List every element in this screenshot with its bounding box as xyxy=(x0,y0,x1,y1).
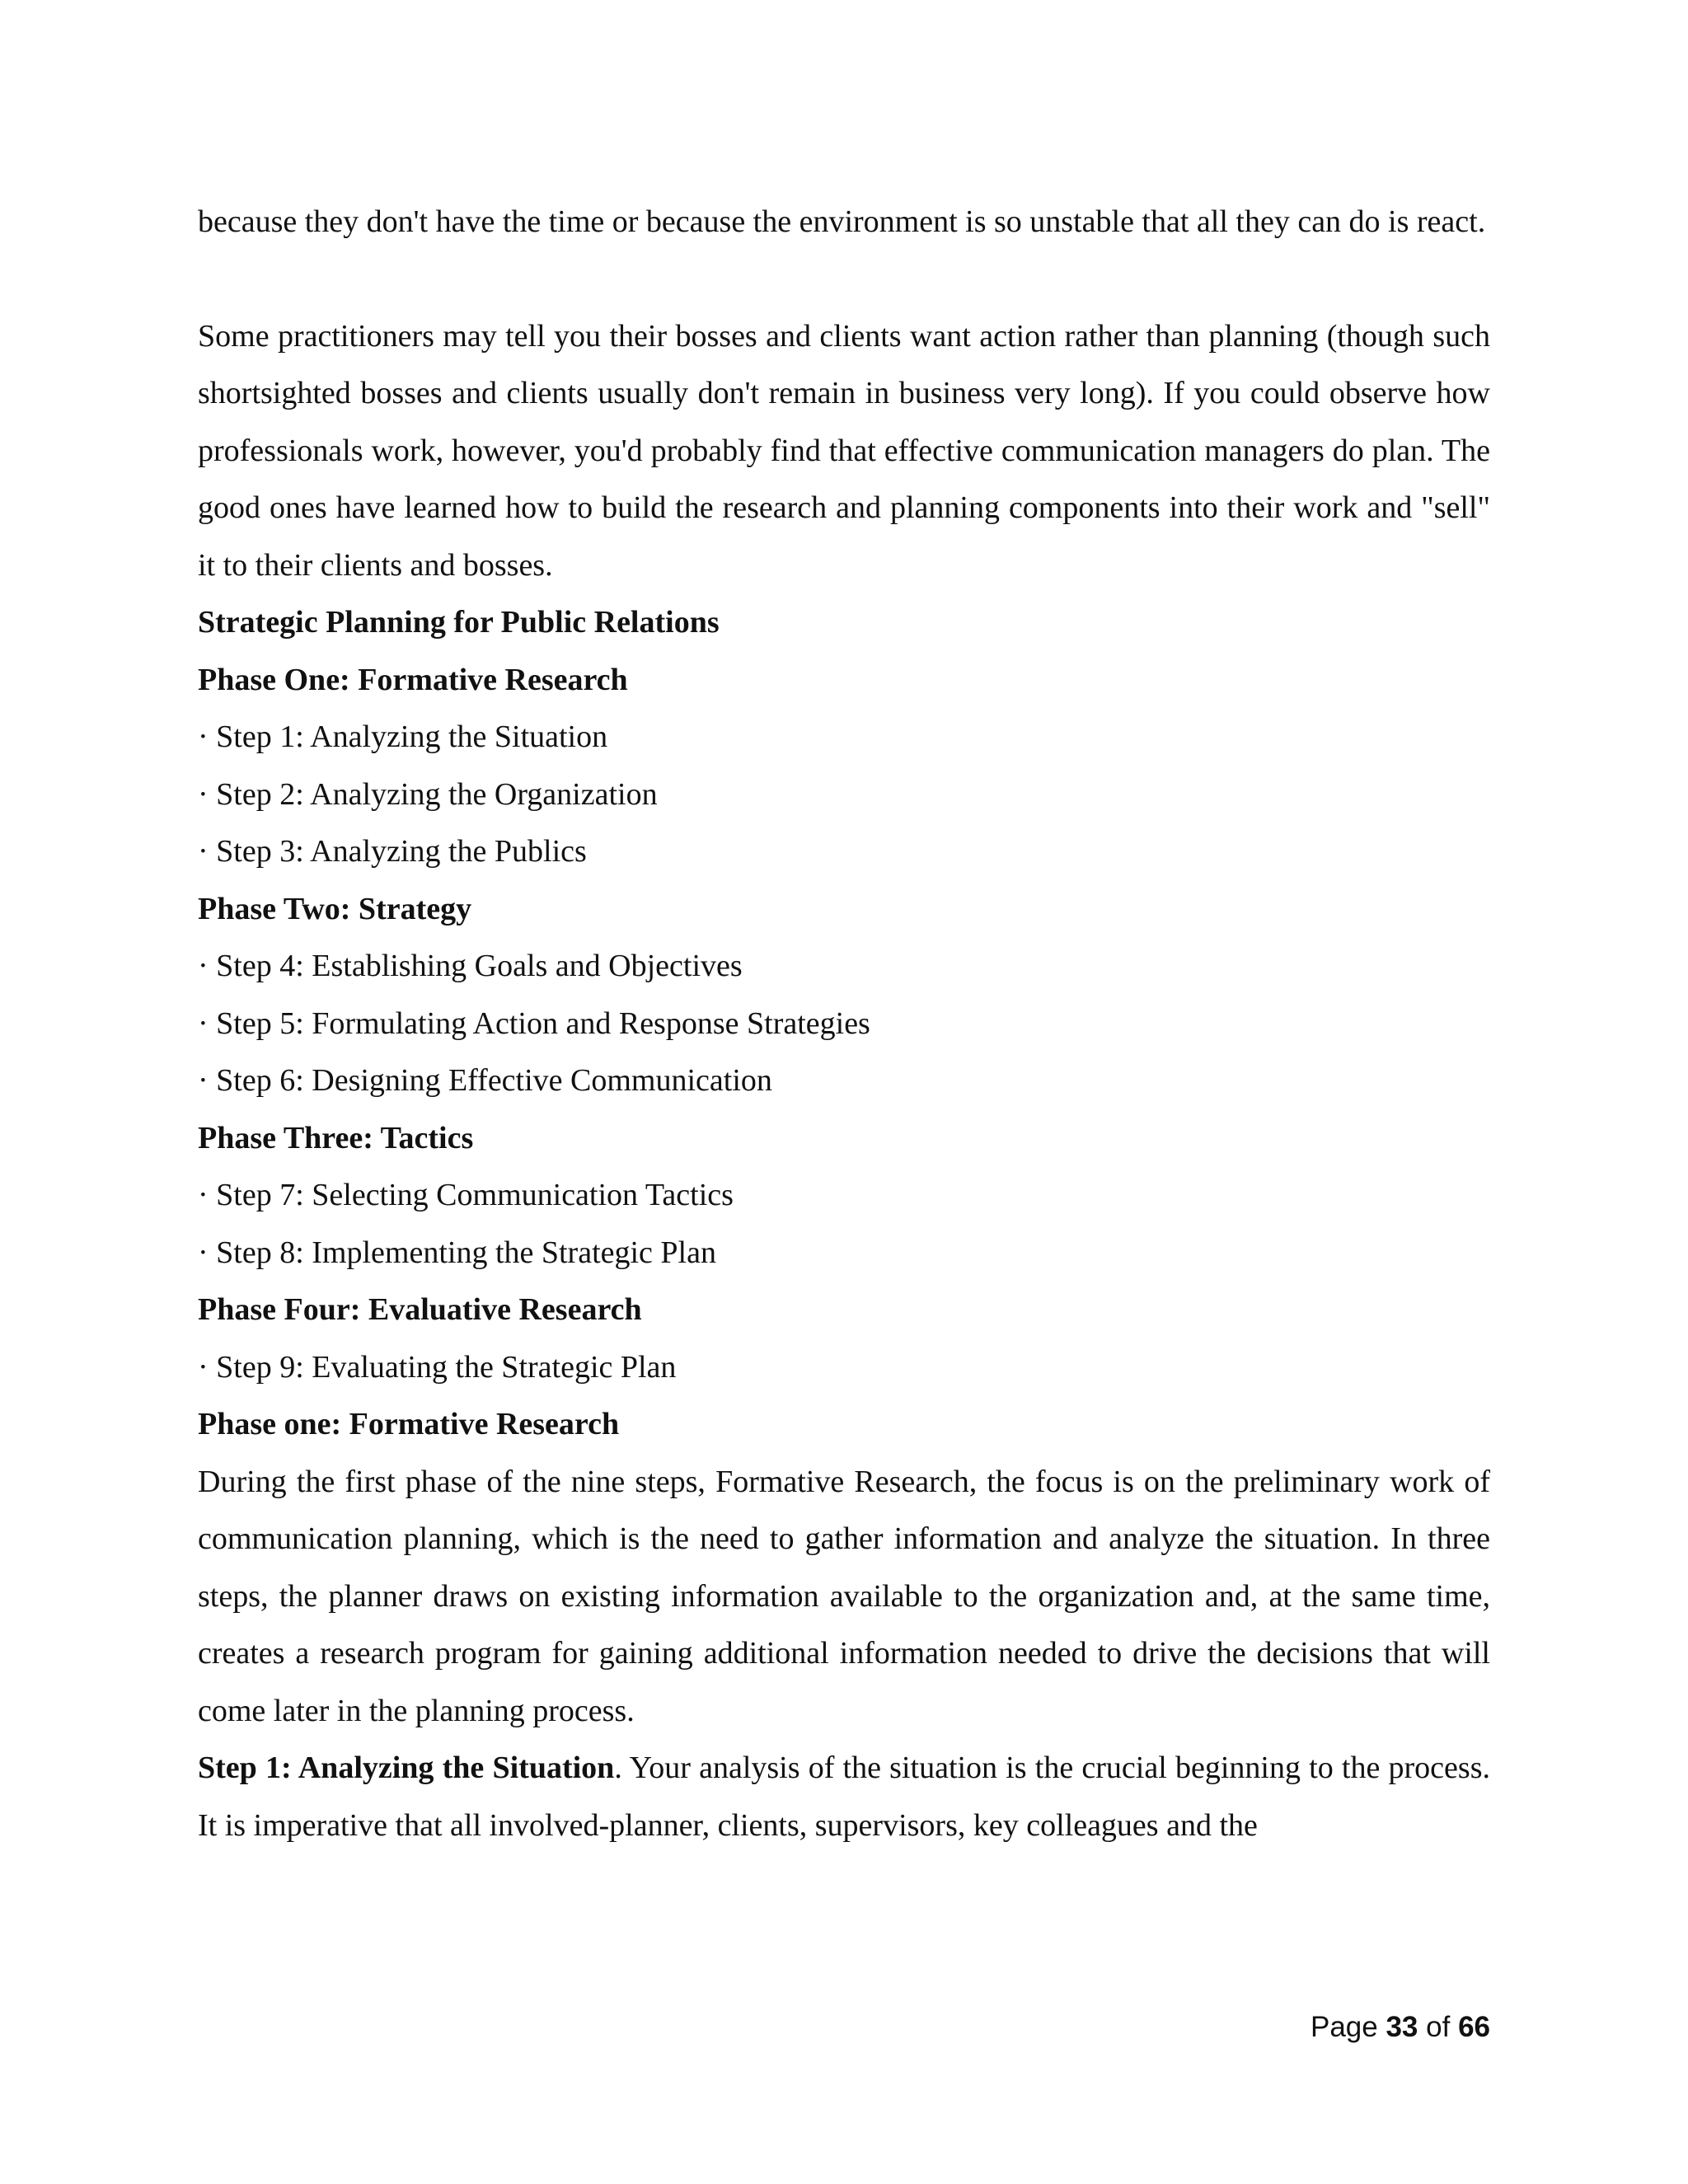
phase-one-intro-paragraph: During the first phase of the nine steps, Formative Research, the focus is on the preliminary work of communication planning, which is the need to gather information and analyze the situation. In three steps, the planner draws on existing information available to the organization and, at the same time, creates a research program for gaining additional information needed to drive the decisions that will come later in the planning process. xyxy=(198,1464,1490,1728)
step-7-item: · Step 7: Selecting Communication Tactics xyxy=(198,1178,734,1212)
section-heading: Phase one: Formative Research xyxy=(198,1407,620,1441)
paragraph-spacer xyxy=(198,251,1490,308)
phase-three-heading: Phase Three: Tactics xyxy=(198,1120,474,1155)
page-word: Page xyxy=(1310,2011,1378,2043)
step-1-item: · Step 1: Analyzing the Situation xyxy=(198,719,608,754)
step-4-item: · Step 4: Establishing Goals and Objectives xyxy=(198,949,743,983)
document-body xyxy=(198,194,1490,1854)
page-number: 33 xyxy=(1386,2011,1418,2043)
step-6-item: · Step 6: Designing Effective Communication xyxy=(198,1063,772,1098)
of-word: of xyxy=(1426,2011,1451,2043)
step-9-item: · Step 9: Evaluating the Strategic Plan xyxy=(198,1349,677,1385)
page-footer xyxy=(1311,2011,1490,2044)
step-8-item: · Step 8: Implementing the Strategic Plan xyxy=(198,1235,716,1270)
step-one-label: Step 1: Analyzing the Situation xyxy=(198,1750,615,1785)
step-5-item: · Step 5: Formulating Action and Response Strategies xyxy=(198,1005,870,1041)
phase-four-heading: Phase Four: Evaluative Research xyxy=(198,1292,642,1327)
step-one-text: . Your analysis of the situation is the crucial beginning to the process. It is imperative that all involved-planner, clients, supervisors, key colleagues and the xyxy=(198,1750,1490,1843)
step-one-paragraph xyxy=(198,1740,1490,1854)
step-2-item: · Step 2: Analyzing the Organization xyxy=(198,776,658,812)
phase-one-heading: Phase One: Formative Research xyxy=(198,662,628,697)
total-pages: 66 xyxy=(1458,2011,1490,2043)
practitioners-paragraph: Some practitioners may tell you their bosses and clients want action rather than planning (though such shortsighted bosses and clients usually don't remain in business very long). If you could observe how professionals work, however, you'd probably find that effective communication managers do plan. The good ones have learned how to build the research and planning components into their work and "sell" it to their clients and bosses. xyxy=(198,318,1490,583)
phase-two-heading: Phase Two: Strategy xyxy=(198,891,472,926)
continuation-paragraph: because they don't have the time or because the environment is so unstable that all they can do is react. xyxy=(198,204,1486,239)
outline-title: Strategic Planning for Public Relations xyxy=(198,605,720,640)
step-3-item: · Step 3: Analyzing the Publics xyxy=(198,834,587,869)
